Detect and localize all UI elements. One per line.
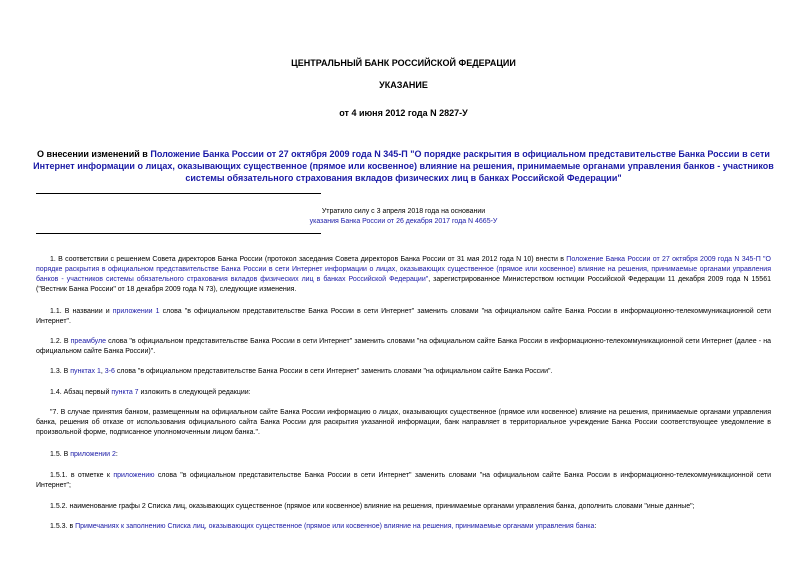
paragraph-1-5-1-link[interactable]: приложению bbox=[113, 472, 155, 479]
paragraph-1-5-3 bbox=[36, 522, 771, 532]
paragraph-1 bbox=[36, 255, 771, 295]
paragraph-1-4-link[interactable]: пункта 7 bbox=[111, 389, 139, 396]
paragraph-1-5-1-text: 1.5.1. в отметке к bbox=[50, 472, 114, 479]
paragraph-1-5-3-text-end: : bbox=[594, 523, 597, 530]
paragraph-1-4-text: 1.4. Абзац первый bbox=[50, 389, 112, 396]
paragraph-1-5-3-text: 1.5.3. в bbox=[50, 523, 76, 530]
paragraph-1-1-text: 1.1. В названии и bbox=[50, 308, 113, 315]
paragraph-1-2 bbox=[36, 337, 771, 357]
paragraph-1-3-text-end: слова "в официальном представительстве Банка России в сети Интернет" заменить словами "на официальном сайте Банка России". bbox=[114, 368, 553, 375]
paragraph-1-link[interactable]: Положение Банка России от 27 октября 2009 года N 345-П "О порядке раскрытия в официальном представительстве Банка России в сети Интернет информации о лицах, оказывающих существенное (прямое или косвенное) влияние на решения, принимаемые органами управления банков - участников системы обязательного страхования вкладов физических лиц в банках Российской Федерации" bbox=[36, 256, 771, 283]
paragraph-1-5-text-end: : bbox=[115, 451, 118, 458]
paragraph-1-2-link[interactable]: преамбуле bbox=[70, 338, 107, 345]
paragraph-1-3 bbox=[36, 367, 771, 377]
paragraph-1-5-link[interactable]: приложении 2 bbox=[70, 451, 116, 458]
paragraph-1-3-separator: , bbox=[100, 368, 105, 375]
paragraph-1-5-text: 1.5. В bbox=[50, 451, 71, 458]
paragraph-1-text: 1. В соответствии с решением Совета директоров Банка России (протокол заседания Совета директоров Банка России от 31 мая 2012 года N 10) внести в bbox=[50, 256, 567, 263]
paragraph-1-2-text-end: слова "в официальном представительстве Банка России в сети Интернет" заменить словами "на официальном сайте Банка России в информационно-телекоммуникационной сети Интернет (далее - на официальном сайте Банка России)". bbox=[36, 338, 772, 355]
paragraph-1-4-text-end: изложить в следующей редакции: bbox=[138, 389, 251, 396]
paragraph-1-3-text: 1.3. В bbox=[50, 368, 71, 375]
title-regulation-link[interactable]: Положение Банка России от 27 октября 2009 года N 345-П "О порядке раскрытия в официальном представительстве Банка России в сети Интернет информации о лицах, оказывающих существенное (прямое или косвенное) влияние на решения, принимаемые органами управления банков - участников системы обязательного страхования вкладов физических лиц в банках Российской Федерации" bbox=[33, 149, 774, 183]
paragraph-1-5-3-link[interactable]: Примечаниях к заполнению Списка лиц, оказывающих существенное (прямое или косвенное) влияние на решения, принимаемые органами управления банка bbox=[75, 523, 595, 530]
paragraph-1-5 bbox=[36, 450, 771, 460]
document-title bbox=[20, 148, 787, 184]
paragraph-1-text-end: , зарегистрированное Министерством юстиции Российской Федерации 11 декабря 2009 года N 15561 ("Вестник Банка России" от 18 декабря 2009 года N 73), следующие изменения. bbox=[36, 276, 771, 293]
document-type: УКАЗАНИЕ bbox=[379, 80, 428, 90]
status-note bbox=[36, 207, 771, 227]
status-note-text: Утратило силу с 3 апреля 2018 года на основании bbox=[321, 208, 486, 215]
issuer-heading: ЦЕНТРАЛЬНЫЙ БАНК РОССИЙСКОЙ ФЕДЕРАЦИИ bbox=[291, 58, 516, 68]
paragraph-1-1-text-end: слова "в официальном представительстве Банка России в сети Интернет" заменить словами "на официальном сайте Банка России в информационно-телекоммуникационной сети Интернет". bbox=[36, 308, 771, 325]
paragraph-1-5-1-text-end: слова "в официальном представительстве Банка России в сети Интернет" заменить словами "на официальном сайте Банка России в информационно-телекоммуникационной сети Интернет"; bbox=[36, 472, 771, 489]
divider-bottom bbox=[36, 233, 321, 234]
paragraph-1-4-quote: "7. В случае принятия банком, размещенным на официальном сайте Банка России информацию о лицах, оказывающих существенное (прямое или косвенное) влияние на решения, принимаемые органами управления банка, решения об отказе от использования официального сайта Банка России для раскрытия указанной информации, банк направляет в территориальное учреждение Банка России соответствующее уведомление в произвольной форме, подписанное уполномоченным лицом банка.". bbox=[36, 409, 771, 436]
status-note-link[interactable]: указания Банка России от 26 декабря 2017 года N 4665-У bbox=[309, 218, 498, 225]
paragraph-1-2-text: 1.2. В bbox=[50, 338, 71, 345]
paragraph-1-3-link-1[interactable]: пунктах 1 bbox=[70, 368, 101, 375]
title-prefix: О внесении изменений в bbox=[37, 149, 151, 159]
paragraph-1-1-link[interactable]: приложении 1 bbox=[112, 308, 160, 315]
paragraph-1-5-1 bbox=[36, 471, 771, 491]
divider-top bbox=[36, 193, 321, 194]
document-date-number: от 4 июня 2012 года N 2827-У bbox=[339, 108, 468, 118]
paragraph-1-4 bbox=[36, 388, 771, 398]
paragraph-1-3-link-2[interactable]: 3-6 bbox=[104, 368, 115, 375]
paragraph-1-1 bbox=[36, 307, 771, 327]
paragraph-1-5-2: 1.5.2. наименование графы 2 Списка лиц, оказывающих существенное (прямое или косвенное) влияние на решения, принимаемые органами управления банка, дополнить словами "иные данные"; bbox=[50, 503, 695, 510]
